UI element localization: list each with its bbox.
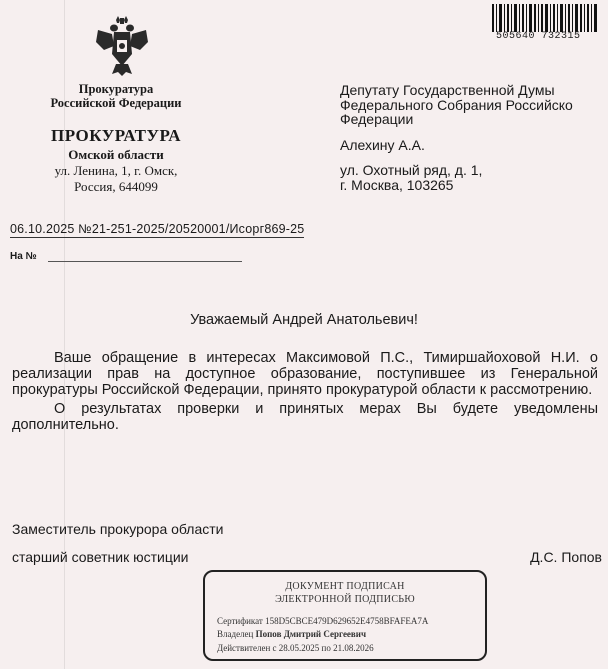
sender-address-line2: Россия, 644099 [74,179,158,194]
stamp-owner-label: Владелец [217,629,254,639]
electronic-signature-stamp [203,570,487,661]
signer-rank: старший советник юстиции [12,549,189,565]
sender-org-name [0,82,232,110]
recipient-block [340,83,573,192]
stamp-certificate-value: 158D5CBCE479D629652E4758BFAFEA7A [265,616,429,626]
coat-of-arms-emblem [94,16,150,78]
sender-org-line1: Прокуратура [78,82,154,96]
sender-title: ПРОКУРАТУРА [51,126,181,145]
reference-blank-line [48,261,242,262]
registration-number: 06.10.2025 №21-251-2025/20520001/Исорг869-25 [10,222,305,236]
stamp-validity [217,643,374,653]
recipient-line2: Федерального Собрания Российско [340,96,573,113]
barcode-number: 505640 732315 [496,31,581,42]
stamp-validity-label: Действителен [217,643,271,653]
recipient-address-line1: ул. Охотный ряд, д. 1, [340,162,483,178]
signer-position: Заместитель прокурора области [12,521,224,537]
stamp-owner [217,629,366,639]
recipient-name: Алехину А.А. [340,136,425,153]
stamp-certificate-label: Сертификат [217,616,263,626]
letter-body [12,350,598,436]
reference-label: На № [10,251,37,262]
salutation: Уважаемый Андрей Анатольевич! [190,312,418,328]
recipient-address-line2: г. Москва, 103265 [340,176,454,193]
sender-address [0,163,232,195]
sender-org-line2: Российской Федерации [50,96,182,110]
body-paragraph-1: Ваше обращение в интересах Максимовой П.С., Тимиршайоховой Н.И. о реализации прав на доступное образование, поступившее из Генеральной прокуратуры Российской Федерации, принято прокуратурой области к рассмотрению. [12,350,598,398]
body-paragraph-2: О результатах проверки и принятых мерах Вы будете уведомлены дополнительно. [12,401,598,433]
signer-name: Д.С. Попов [530,549,602,565]
sender-region: Омской области [68,147,164,162]
stamp-validity-value: с 28.05.2025 по 21.08.2026 [272,643,374,653]
stamp-title-2: ЭЛЕКТРОННОЙ ПОДПИСЬЮ [275,594,415,605]
recipient-line1: Депутату Государственной Думы [340,82,555,98]
stamp-owner-value: Попов Дмитрий Сергеевич [255,629,367,639]
stamp-title-1: ДОКУМЕНТ ПОДПИСАН [285,581,405,592]
sender-address-line1: ул. Ленина, 1, г. Омск, [54,163,178,178]
recipient-line3: Федерации [340,111,414,127]
stamp-certificate [217,616,428,626]
